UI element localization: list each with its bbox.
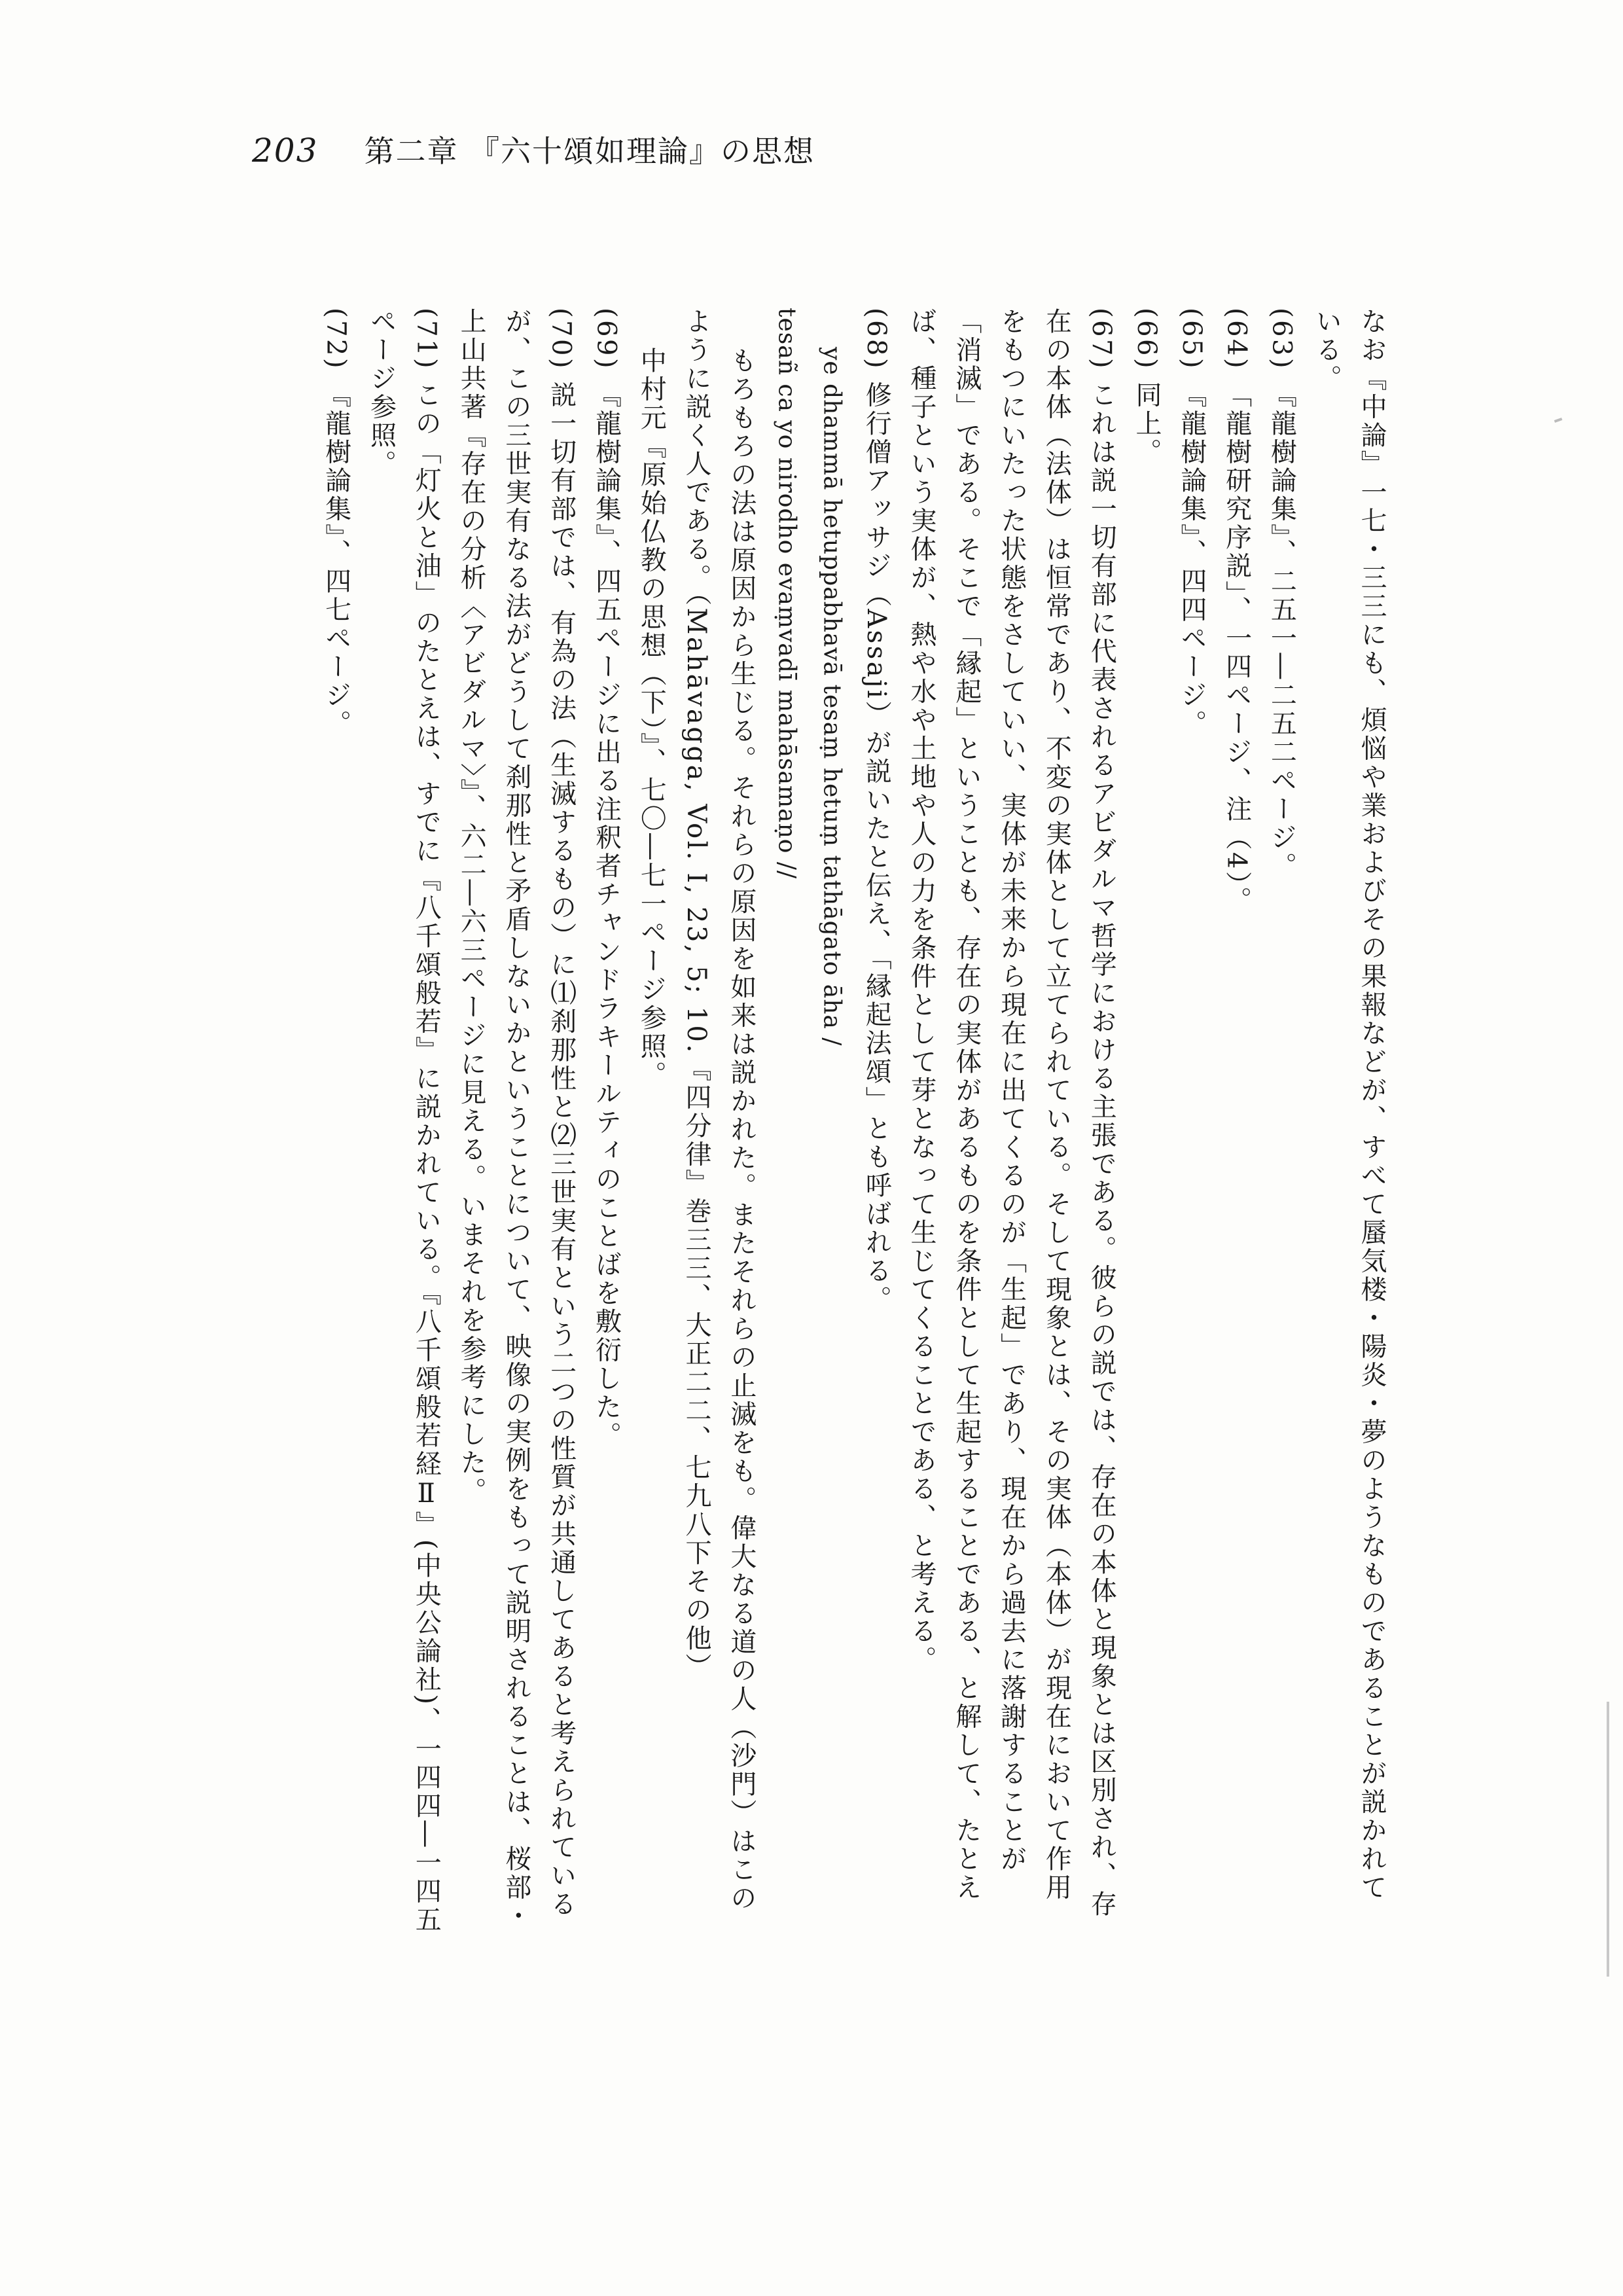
text-line: なお『中論』一七・三三にも、煩悩や業およびその果報などが、すべて蜃気楼・陽炎・夢のようなものであることが説かれて xyxy=(1357,308,1387,1902)
note-67: (67) これは説一切有部に代表されるアビダルマ哲学における主張である。彼らの説では、存在の本体と現象とは区別され、存 xyxy=(1086,308,1117,1919)
notes-body xyxy=(216,308,1394,2075)
page-number: 203 xyxy=(252,132,319,170)
pali-verse-line: ye dhammā hetuppabhavā tesaṃ hetuṃ tathāgato āha / xyxy=(818,347,846,1047)
text-line: ように説く人である。（Mahāvagga, Vol. I, 23, 5; 10.『四分律』巻三三、大正二二、七九八下その他） xyxy=(681,308,712,1681)
note-63: (63) 『龍樹論集』、二五一―二五二ページ。 xyxy=(1266,308,1297,881)
pali-verse-line: tesañ ca yo nirodho evaṃvadī mahāsamaṇo // xyxy=(773,308,800,880)
note-71: (71) この「灯火と油」のたとえは、すでに『八千頌般若』に説かれている。『八千頌般若経Ⅱ』(中央公論社)、一四四―一四五 xyxy=(411,308,442,1935)
text-line: いる。 xyxy=(1311,308,1342,393)
text-line: 中村元『原始仏教の思想（下）』、七〇―七一ページ参照。 xyxy=(636,347,667,1090)
text-line: をもつにいたった状態をさしていい、実体が未来から現在に出てくるのが「生起」であり、現在から過去に落謝することが xyxy=(996,308,1027,1874)
note-66: (66) 同上。 xyxy=(1132,308,1162,467)
text-line: 「消滅」である。そこで「縁起」ということも、存在の実体があるものを条件として生起することである、と解して、たとえ xyxy=(951,308,982,1902)
text-line: ば、種子という実体が、熱や水や土地や人の力を条件として芽となって生じてくることである、と考える。 xyxy=(906,308,937,1674)
note-69: (69) 『龍樹論集』、四五ページに出る注釈者チャンドラキールティのことばを敷衍した。 xyxy=(591,308,622,1450)
scan-speck xyxy=(1554,418,1563,423)
text-line: もろもろの法は原因から生じる。それらの原因を如来は説かれた。またそれらの止滅をも。偉大なる道の人（沙門）はこの xyxy=(726,347,757,1913)
text-line: ページ参照。 xyxy=(366,308,397,478)
text-line: 在の本体（法体）は恒常であり、不変の実体として立てられている。そして現象とは、その実体（本体）が現在において作用 xyxy=(1041,308,1072,1902)
note-70: (70) 説一切有部では、有為の法（生滅するもの）に⑴刹那性と⑵三世実有という二つの性質が共通してあると考えられている xyxy=(546,308,577,1919)
note-68: (68) 修行僧アッサジ（Assaji）が説いたと伝え、「縁起法頌」とも呼ばれる。 xyxy=(861,308,892,1314)
running-header xyxy=(252,128,815,187)
note-72: (72) 『龍樹論集』、四七ページ。 xyxy=(321,308,351,738)
note-65: (65) 『龍樹論集』、四四ページ。 xyxy=(1176,308,1207,738)
text-line: 上山共著『存在の分析〈アビダルマ〉』、六二―六三ページに見える。いまそれを参考にした。 xyxy=(456,308,487,1506)
scan-edge-mark xyxy=(1607,1702,1609,1977)
text-line: が、この三世実有なる法がどうして刹那性と矛盾しないかということについて、映像の実例をもって説明されることは、桜部・ xyxy=(501,308,531,1931)
note-64: (64) 「龍樹研究序説」、一四ページ、注（4）。 xyxy=(1221,308,1252,915)
chapter-title: 第二章 『六十頌如理論』の思想 xyxy=(364,134,815,169)
